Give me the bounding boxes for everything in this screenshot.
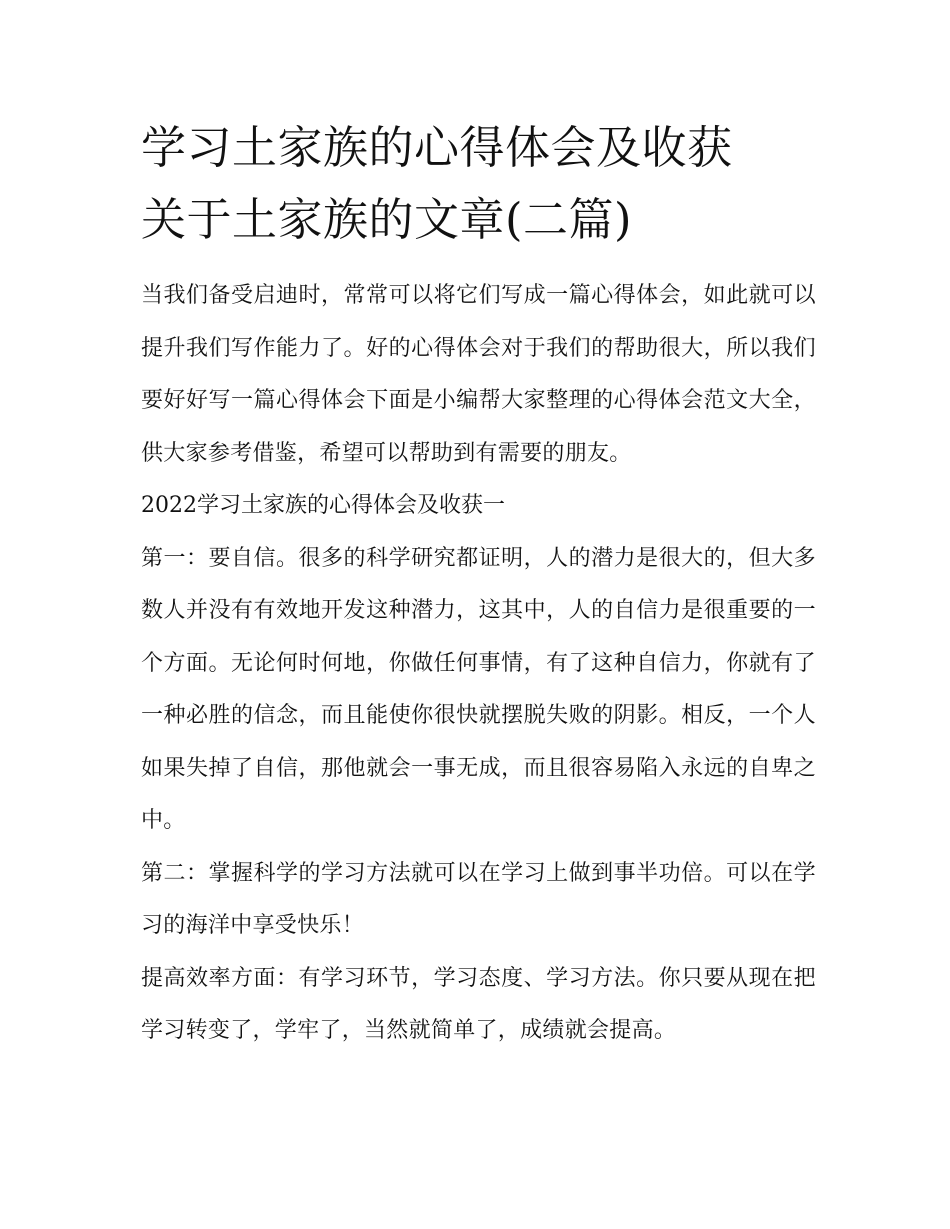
document-body (141, 112, 816, 1058)
title-line-2: 关于土家族的文章(二篇) (141, 193, 633, 246)
point-1-paragraph: 第一：要自信。很多的科学研究都证明，人的潜力是很大的，但大多数人并没有有效地开发这种潜力，这其中，人的自信力是很重要的一个方面。无论何时何地，你做任何事情，有了这种自信力，你就有了一种必胜的信念，而且能使你很快就摆脱失败的阴影。相反，一个人如果失掉了自信，那他就会一事无成，而且很容易陷入永远的自卑之中。 (141, 545, 816, 833)
point-3-paragraph: 提高效率方面：有学习环节，学习态度、学习方法。你只要从现在把学习转变了，学牢了，当然就简单了，成绩就会提高。 (141, 965, 816, 1043)
title-line-1: 学习土家族的心得体会及收获 (141, 121, 733, 174)
document-title (141, 112, 816, 256)
point-2-paragraph: 第二：掌握科学的学习方法就可以在学习上做到事半功倍。可以在学习的海洋中享受快乐！ (141, 860, 816, 938)
section-heading: 2022学习土家族的心得体会及收获一 (141, 493, 505, 518)
intro-paragraph: 当我们备受启迪时，常常可以将它们写成一篇心得体会，如此就可以提升我们写作能力了。好的心得体会对于我们的帮助很大，所以我们要好好写一篇心得体会下面是小编帮大家整理的心得体会范文大全，供大家参考借鉴，希望可以帮助到有需要的朋友。 (141, 283, 816, 466)
